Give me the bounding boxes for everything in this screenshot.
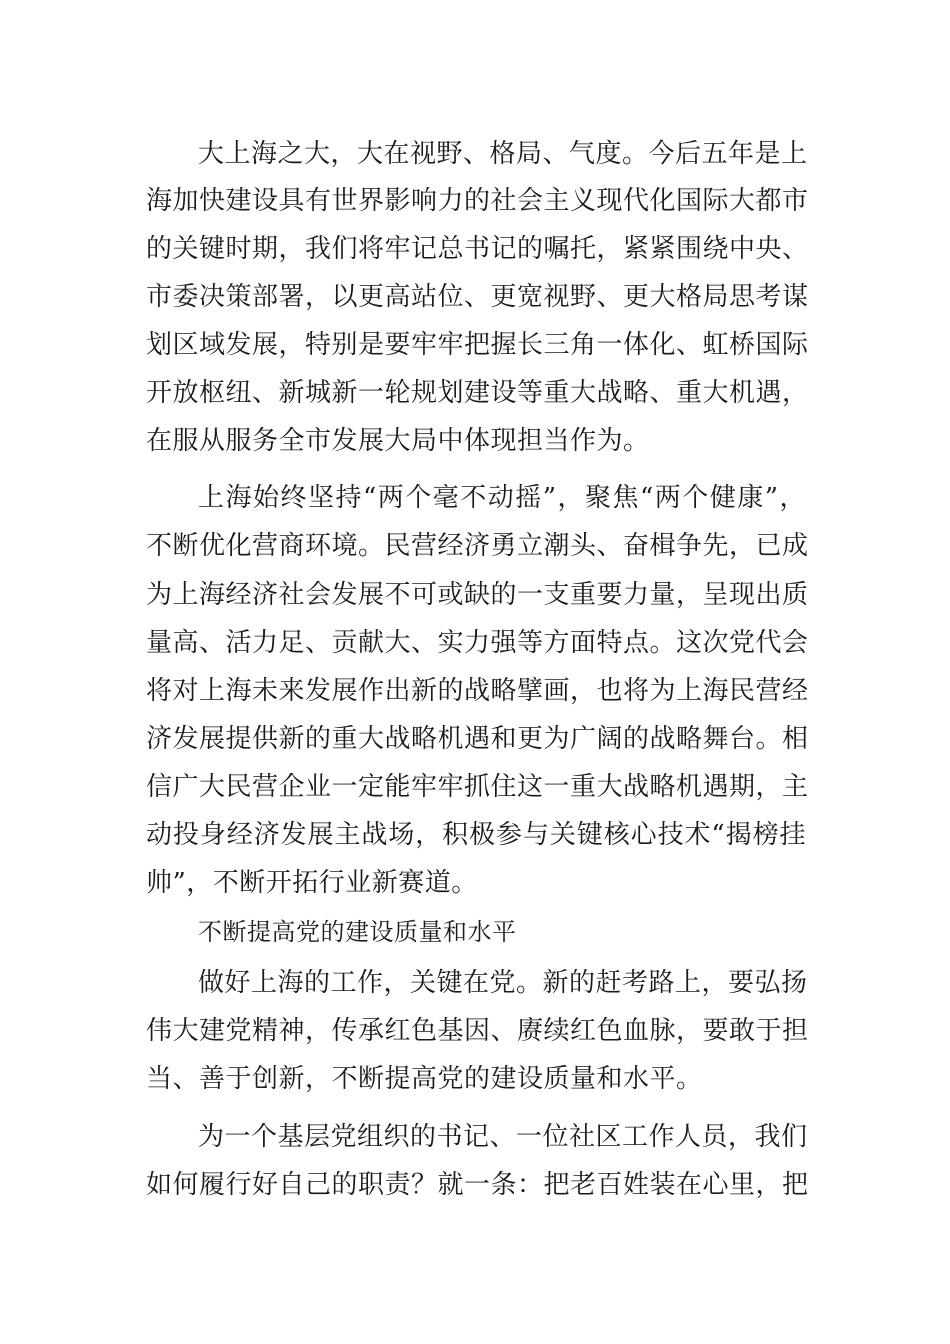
paragraph-1-line-6: 开放枢纽、新城新一轮规划建设等重大战略、重大机遇， [146, 378, 809, 408]
paragraph-2-line-6: 济发展提供新的重大战略机遇和更为广阔的战略舞台。相 [146, 724, 809, 754]
paragraph-1-line-1: 大上海之大，大在视野、格局、气度。今后五年是上 [198, 139, 808, 169]
paragraph-3-line-3: 当、善于创新，不断提高党的建设质量和水平。 [146, 1064, 703, 1094]
paragraph-1-line-4: 市委决策部署，以更高站位、更宽视野、更大格局思考谋 [146, 282, 809, 312]
paragraph-4-line-1: 为一个基层党组织的书记、一位社区工作人员，我们 [198, 1122, 808, 1152]
paragraph-2-line-1: 上海始终坚持“两个毫不动摇”，聚焦“两个健康”， [198, 483, 806, 513]
paragraph-1-line-5: 划区域发展，特别是要牢牢把握长三角一体化、虹桥国际 [146, 330, 809, 360]
section-heading: 不断提高党的建设质量和水平 [198, 918, 517, 946]
paragraph-2-line-8: 动投身经济发展主战场，积极参与关键核心技术“揭榜挂 [146, 820, 806, 850]
paragraph-4-line-2: 如何履行好自己的职责？就一条：把老百姓装在心里，把 [146, 1170, 809, 1200]
paragraph-3-line-1: 做好上海的工作，关键在党。新的赶考路上，要弘扬 [198, 968, 808, 998]
paragraph-1-line-3: 的关键时期，我们将牢记总书记的嘱托，紧紧围绕中央、 [146, 234, 809, 264]
paragraph-2-line-3: 为上海经济社会发展不可或缺的一支重要力量，呈现出质 [146, 580, 809, 610]
paragraph-1-line-7: 在服从服务全市发展大局中体现担当作为。 [146, 426, 650, 456]
paragraph-1-line-2: 海加快建设具有世界影响力的社会主义现代化国际大都市 [146, 186, 809, 216]
paragraph-2-line-4: 量高、活力足、贡献大、实力强等方面特点。这次党代会 [146, 628, 809, 658]
paragraph-3-line-2: 伟大建党精神，传承红色基因、赓续红色血脉，要敢于担 [146, 1016, 809, 1046]
paragraph-2-line-5: 将对上海未来发展作出新的战略擘画，也将为上海民营经 [146, 676, 809, 706]
paragraph-2-line-7: 信广大民营企业一定能牢牢抓住这一重大战略机遇期，主 [146, 772, 809, 802]
paragraph-2-line-2: 不断优化营商环境。民营经济勇立潮头、奋楫争先，已成 [146, 531, 809, 561]
paragraph-2-line-9: 帅”，不断开拓行业新赛道。 [146, 868, 478, 898]
